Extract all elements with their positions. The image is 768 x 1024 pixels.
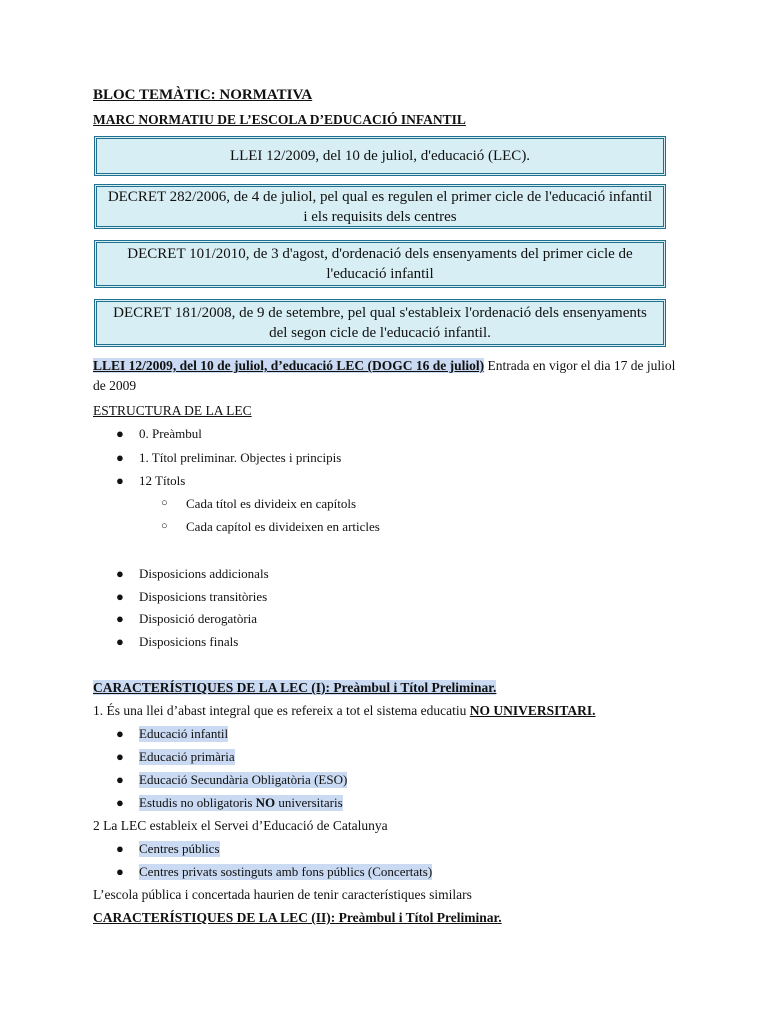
section1-heading: CARACTERÍSTIQUES DE LA LEC (I): Preàmbul i Títol Preliminar. [93, 680, 497, 695]
list-item-part: universitaris [275, 795, 343, 810]
bullet-icon: ● [116, 473, 124, 488]
bullet-icon: ● [116, 864, 124, 879]
circle-bullet-icon: ○ [161, 497, 168, 509]
structure-heading: ESTRUCTURA DE LA LEC [93, 403, 252, 418]
lec-note: Entrada en vigor el dia 17 de juliol de 2009 [93, 358, 676, 393]
bullet-icon: ● [116, 426, 124, 441]
paragraph-text: 1. És una llei d’abast integral que es refereix a tot el sistema educatiu [93, 703, 470, 718]
list-item: Educació Secundària Obligatòria (ESO) [139, 772, 348, 787]
section1-heading-wrap [93, 680, 496, 696]
list-item [139, 795, 343, 811]
bullet-icon: ● [116, 795, 124, 810]
bullet-icon: ● [116, 749, 124, 764]
law-box-lec: LLEI 12/2009, del 10 de juliol, d'educació (LEC). [94, 136, 666, 176]
lec-paragraph [93, 356, 683, 396]
list-item-part: Estudis no obligatoris [139, 795, 256, 810]
list-item: Disposicions addicionals [139, 566, 269, 581]
list-item: Centres públics [139, 841, 220, 856]
list-item: Disposició derogatòria [139, 611, 258, 626]
lec-title: LLEI 12/2009, del 10 de juliol, d’educació LEC (DOGC 16 de juliol) [93, 358, 485, 373]
section2-heading: CARACTERÍSTIQUES DE LA LEC (II): Preàmbul i Títol Preliminar. [93, 910, 502, 925]
emphasis-text: NO UNIVERSITARI. [469, 703, 596, 718]
law-box-decret-181: DECRET 181/2008, de 9 de setembre, pel qual s'estableix l'ordenació dels ensenyaments del segon cicle de l'educació infantil. [94, 299, 666, 347]
section1-paragraph-1 [93, 703, 596, 719]
section1-paragraph-3: L’escola pública i concertada haurien de tenir característiques similars [93, 887, 472, 902]
law-box-decret-101: DECRET 101/2010, de 3 d'agost, d'ordenació dels ensenyaments del primer cicle de l'educació infantil [94, 240, 666, 288]
list-item: Educació primària [139, 749, 235, 764]
bullet-icon: ● [116, 566, 124, 581]
bullet-icon: ● [116, 726, 124, 741]
list-item: Disposicions transitòries [139, 589, 268, 604]
bullet-icon: ● [116, 772, 124, 787]
bullet-icon: ● [116, 450, 124, 465]
law-box-decret-282: DECRET 282/2006, de 4 de juliol, pel qual es regulen el primer cicle de l'educació infantil i els requisits dels centres [94, 184, 666, 229]
bullet-icon: ● [116, 589, 124, 604]
list-item: Disposicions finals [139, 634, 239, 649]
bullet-icon: ● [116, 841, 124, 856]
page-title: BLOC TEMÀTIC: NORMATIVA [93, 87, 313, 103]
sub-list-item: Cada capítol es divideixen en articles [186, 519, 380, 534]
sub-list-item: Cada títol es divideix en capítols [186, 496, 357, 511]
list-item: 0. Preàmbul [139, 426, 202, 441]
list-item: 12 Títols [139, 473, 186, 488]
bullet-icon: ● [116, 634, 124, 649]
section1-paragraph-2: 2 La LEC estableix el Servei d’Educació de Catalunya [93, 818, 388, 833]
list-item: Educació infantil [139, 726, 229, 741]
list-item-bold: NO [255, 795, 276, 810]
bullet-icon: ● [116, 611, 124, 626]
list-item: 1. Títol preliminar. Objectes i principis [139, 450, 342, 465]
page-subtitle: MARC NORMATIU DE L’ESCOLA D’EDUCACIÓ INFANTIL [93, 112, 466, 127]
circle-bullet-icon: ○ [161, 520, 168, 532]
list-item: Centres privats sostinguts amb fons públics (Concertats) [139, 864, 433, 879]
